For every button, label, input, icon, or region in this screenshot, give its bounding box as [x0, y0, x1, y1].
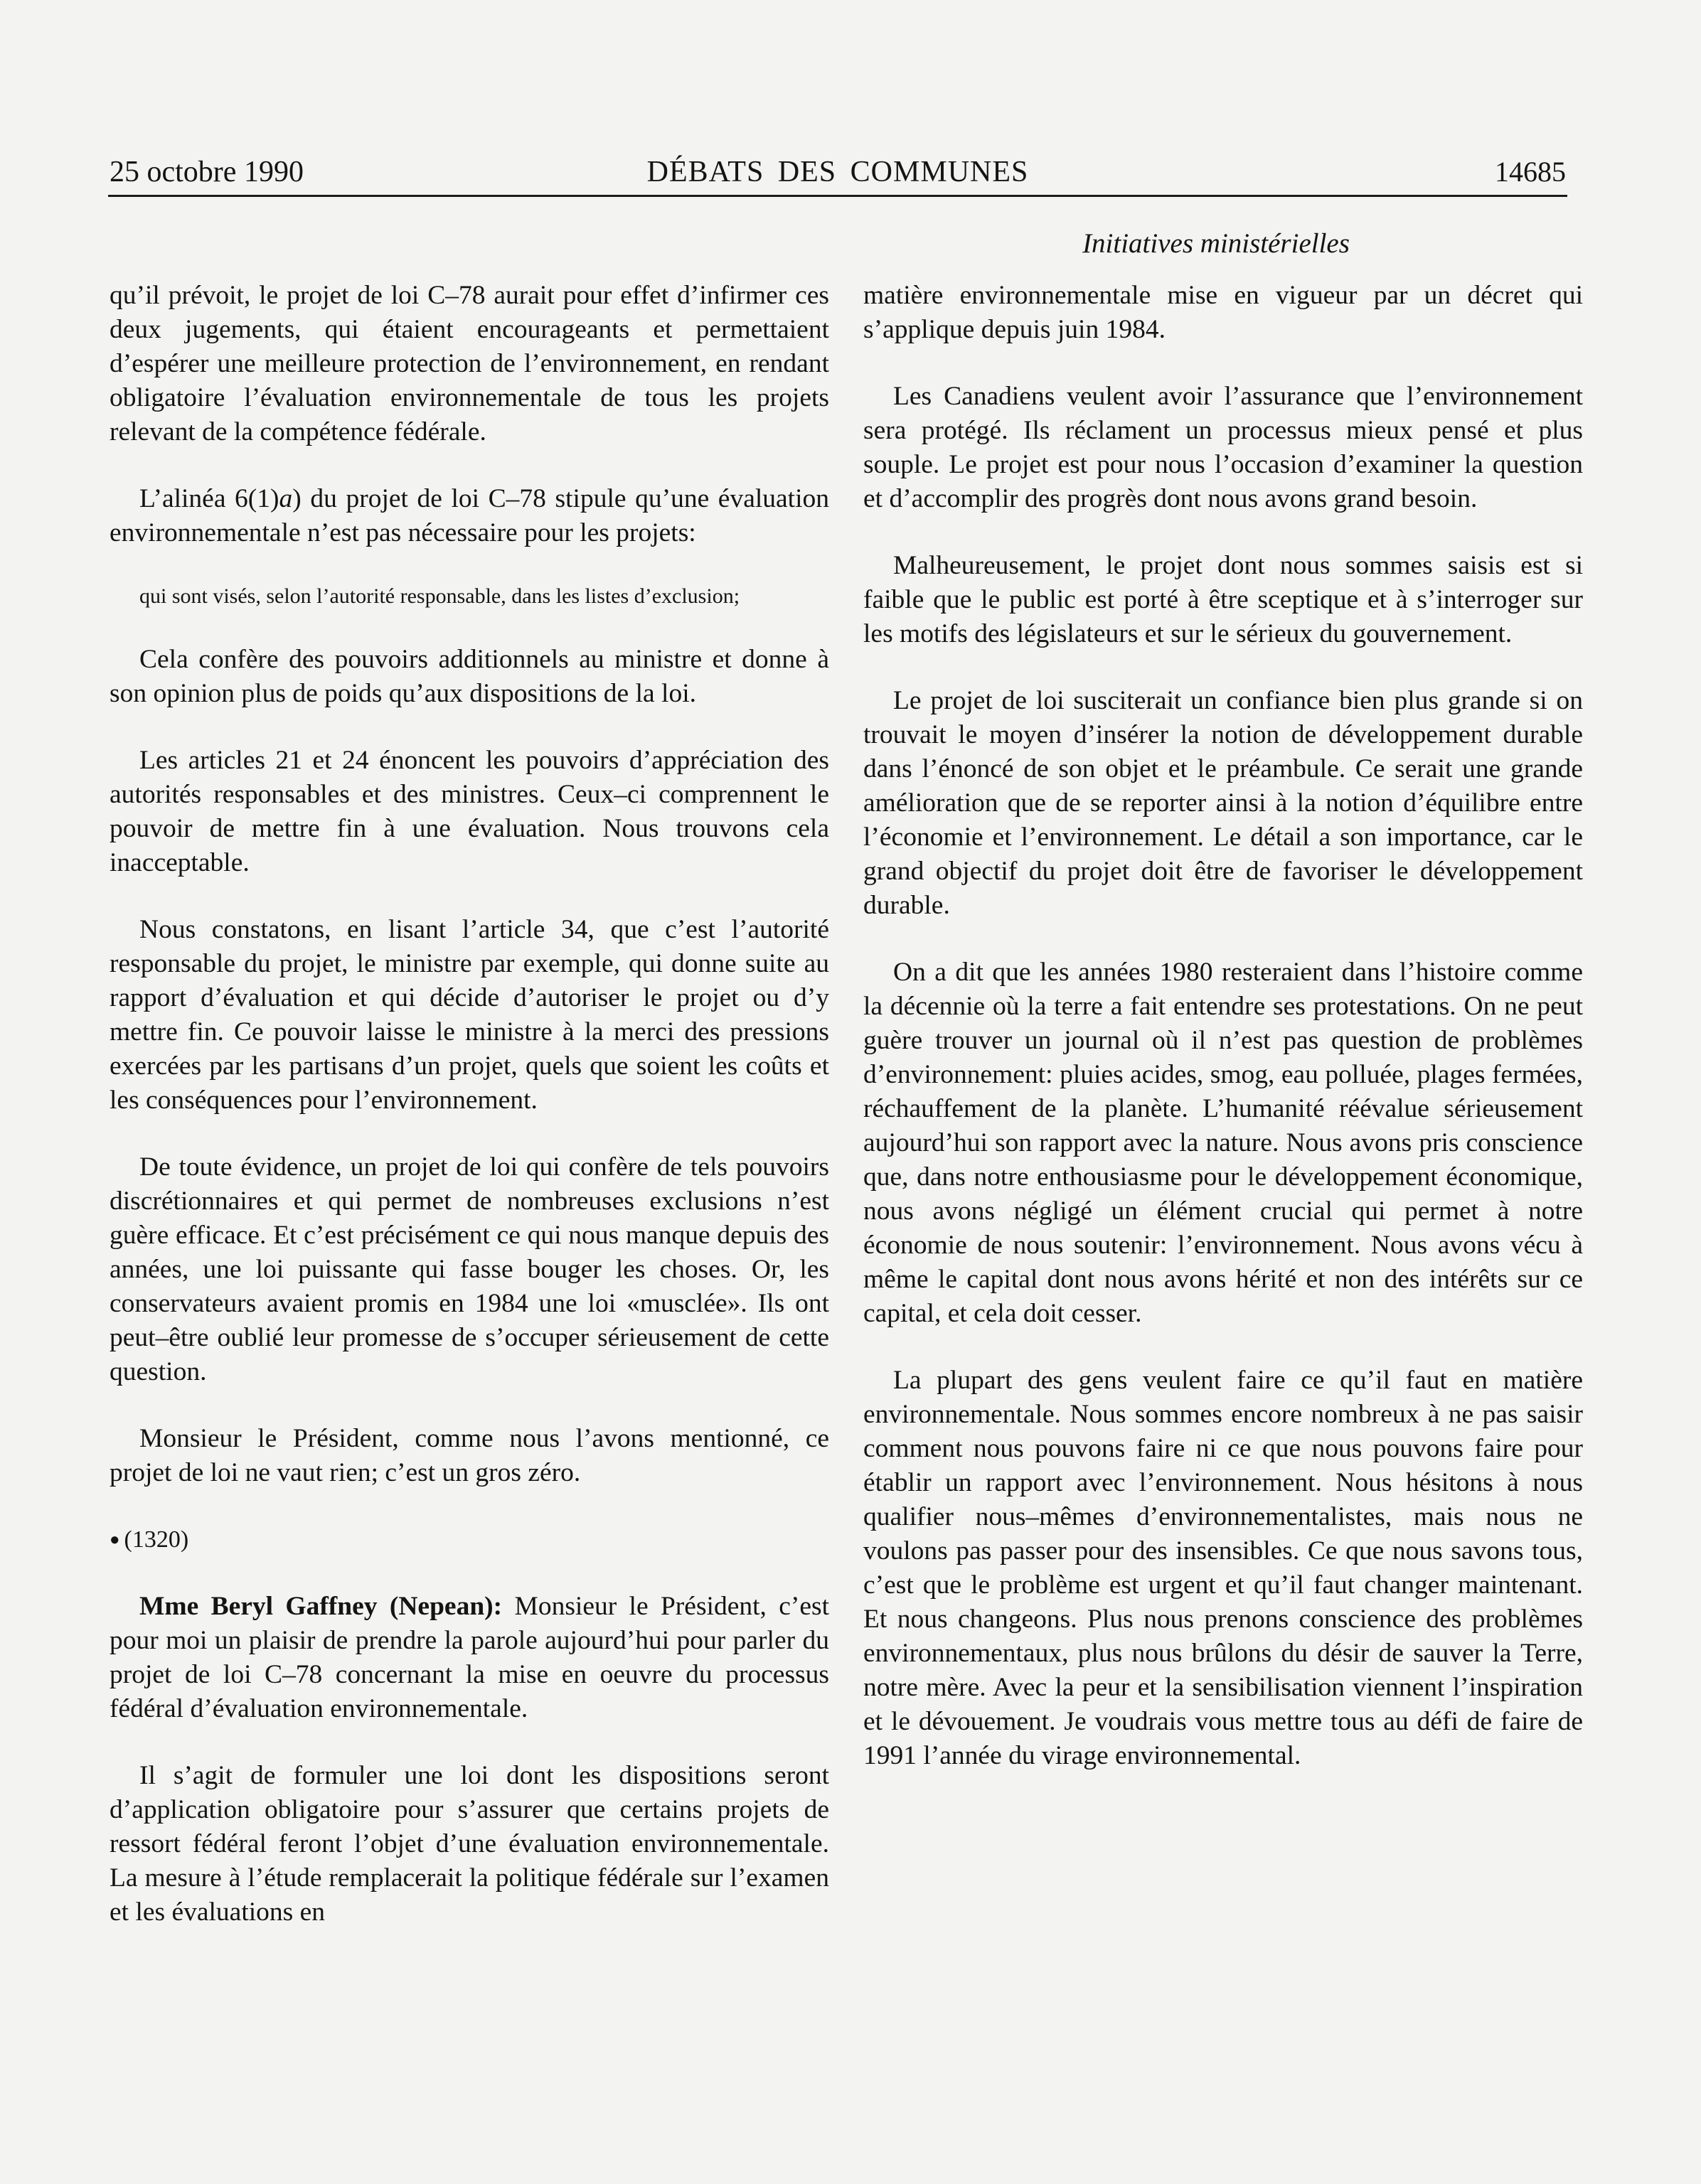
- time-marker: [110, 1523, 829, 1557]
- left-paragraph-3: Cela confère des pouvoirs additionnels au ministre et donne à son opinion plus de poids qu’aux dispositions de la loi.: [110, 645, 829, 708]
- left-paragraph-2-italic: a: [279, 484, 293, 513]
- header-date: 25 octobre 1990: [110, 156, 304, 188]
- left-paragraph-5: Nous constatons, en lisant l’article 34, que c’est l’autorité responsable du projet, le ministre par exemple, qui donne suite au rapport d’évaluation et qui décide d’autoriser le projet ou d’y mettre fin. Ce pouvoir laisse le ministre à la merci des pressions exercées par les partisans d’un projet, quels que soient les coûts et les conséquences pour l’environnement.: [110, 915, 829, 1115]
- time-marker-text: (1320): [124, 1526, 189, 1553]
- left-paragraph-7: Monsieur le Président, comme nous l’avons mentionné, ce projet de loi ne vaut rien; c’est un gros zéro.: [110, 1424, 829, 1487]
- right-paragraph-3: Malheureusement, le projet dont nous sommes saisis est si faible que le public est porté à être sceptique et à s’interroger sur les motifs des législateurs et sur le sérieux du gouvernement.: [863, 551, 1583, 648]
- left-paragraph-8: [110, 1590, 829, 1726]
- header-page-number: 14685: [1495, 156, 1566, 188]
- left-paragraph-8-text: Monsieur le Président, c’est pour moi un plaisir de prendre la parole aujourd’hui pour parler du projet de loi C–78 concernant la mise en oeuvre du processus fédéral d’évaluation environnementale.: [110, 1592, 830, 1723]
- speaker-name: Mme Beryl Gaffney (Nepean):: [139, 1592, 503, 1621]
- left-paragraph-9: Il s’agit de formuler une loi dont les dispositions seront d’application obligatoire pour s’assurer que certains projets de ressort fédéral feront l’objet d’une évaluation environnementale. La mesure à l’étude remplacerait la politique fédérale sur l’examen et les évaluations en: [110, 1761, 829, 1927]
- left-quote: qui sont visés, selon l’autorité responsable, dans les listes d’exclusion;: [139, 584, 740, 608]
- left-paragraph-4: Les articles 21 et 24 énoncent les pouvoirs d’appréciation des autorités responsables et des ministres. Ceux–ci comprennent le pouvoir de mettre fin à une évaluation. Nous trouvons cela inacceptable.: [110, 746, 829, 877]
- right-paragraph-2: Les Canadiens veulent avoir l’assurance que l’environnement sera protégé. Ils réclament un processus mieux pensé et plus souple. Le projet est pour nous l’occasion d’examiner la question et d’accomplir des progrès dont nous avons grand besoin.: [863, 382, 1583, 513]
- header-title: DÉBATS DES COMMUNES: [646, 156, 1029, 188]
- bullet-icon: ●: [110, 1531, 120, 1549]
- page-header: [108, 152, 1567, 197]
- left-paragraph-2-start: L’alinéa 6(1): [139, 484, 279, 513]
- left-paragraph-1: qu’il prévoit, le projet de loi C–78 aurait pour effet d’infirmer ces deux jugements, qui étaient encourageants et permettaient d’espérer une meilleure protection de l’environnement, en rendant obligatoire l’évaluation environnementale de tous les projets relevant de la compétence fédérale.: [110, 281, 829, 446]
- right-column: [863, 279, 1583, 1806]
- right-paragraph-4: Le projet de loi susciterait un confiance bien plus grande si on trouvait le moyen d’insérer la notion de développement durable dans l’énoncé de son objet et le préambule. Ce serait une grande amélioration que de se reporter ainsi à la notion d’équilibre entre l’économie et l’environnement. Le détail a son importance, car le grand objectif du projet doit être de favoriser le développement durable.: [863, 686, 1583, 920]
- left-paragraph-2: [110, 482, 829, 550]
- left-paragraph-6: De toute évidence, un projet de loi qui confère de tels pouvoirs discrétionnaires et qui permet de nombreuses exclusions n’est guère efficace. Et c’est précisément ce qui nous manque depuis des années, une loi puissante qui fasse bouger les choses. Or, les conservateurs avaient promis en 1984 une loi «musclée». Ils ont peut–être oublié leur promesse de s’occuper sérieusement de cette question.: [110, 1152, 829, 1386]
- left-paragraph-2-end: ) du projet de loi C–78 stipule qu’une évaluation environnementale n’est pas nécessaire pour les projets:: [110, 484, 829, 547]
- right-paragraph-6: La plupart des gens veulent faire ce qu’il faut en matière environnementale. Nous sommes encore nombreux à ne pas saisir comment nous pouvons faire ni ce que nous pouvons faire pour établir un rapport avec l’environnement. Nous hésitons à nous qualifier nous–mêmes d’environnementalistes, mais nous ne voulons pas passer pour des insensibles. Ce que nous savons tous, c’est que le problème est urgent et qu’il faut changer maintenant. Et nous changeons. Plus nous prenons conscience des problèmes environnementaux, plus nous brûlons du désir de sauver la Terre, notre mère. Avec la peur et la sensibilisation viennent l’inspiration et le dévouement. Je voudrais vous mettre tous au défi de faire de 1991 l’année du virage environnemental.: [863, 1366, 1583, 1770]
- right-paragraph-1: matière environnementale mise en vigueur par un décret qui s’applique depuis juin 1984.: [863, 281, 1583, 344]
- right-paragraph-5: On a dit que les années 1980 resteraient dans l’histoire comme la décennie où la terre a fait entendre ses protestations. On ne peut guère trouver un journal où il n’est pas question de problèmes d’environnement: pluies acides, smog, eau polluée, plages fermées, réchauffement de la planète. L’humanité réévalue sérieusement aujourd’hui son rapport avec la nature. Nous avons pris conscience que, dans notre enthousiasme pour le développement économique, nous avons négligé un élément crucial qui permet à notre économie de nous soutenir: l’environnement. Nous avons vécu à même le capital dont nous avons hérité et non des intérêts sur ce capital, et cela doit cesser.: [863, 958, 1583, 1328]
- left-column: [110, 279, 829, 1962]
- section-label: Initiatives ministérielles: [1082, 228, 1350, 259]
